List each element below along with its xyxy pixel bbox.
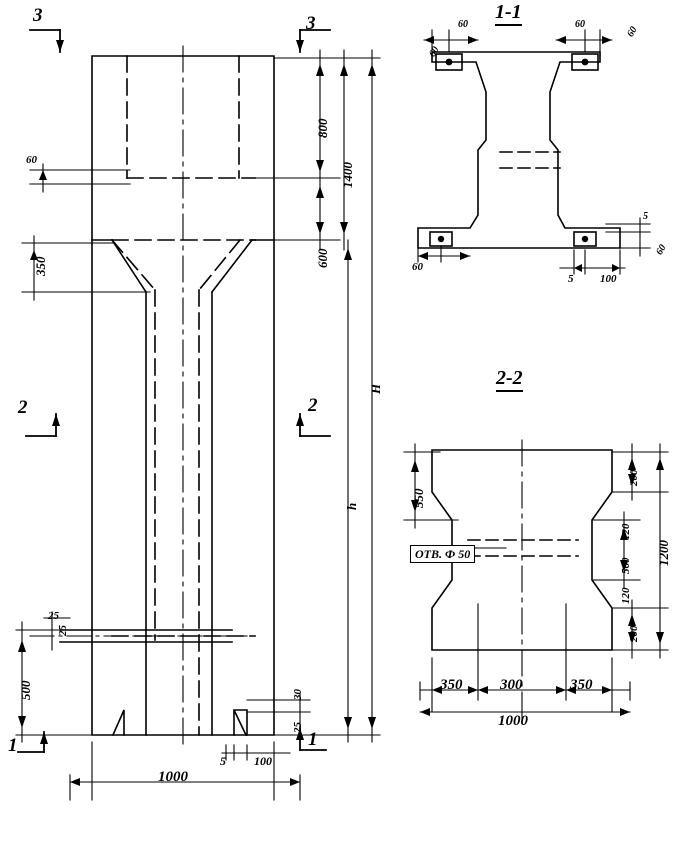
dim-5-bottom: 5: [220, 754, 226, 768]
view-mark-1-left: 1: [8, 735, 18, 756]
dim-60-top: 60: [26, 154, 37, 166]
dim-60-bl: 60: [412, 261, 423, 273]
dim-350-right: 350: [570, 677, 593, 693]
section-1-1-outline: [418, 52, 620, 248]
dim-60-tl-out: 60: [427, 44, 442, 59]
dim-30: 30: [292, 689, 304, 700]
view-mark-2-right: 2: [308, 395, 318, 416]
section-title-2-2: 2-2: [496, 367, 523, 392]
dim-60-tr-in: 60: [575, 19, 585, 30]
dim-800: 800: [315, 118, 330, 138]
dim-350-left: 350: [440, 677, 463, 693]
note-hole-diameter: ОТВ. Ф 50: [410, 545, 475, 563]
view-mark-3-left: 3: [33, 5, 43, 26]
dim-120-top: 120: [620, 523, 632, 540]
dim-350: 350: [33, 256, 48, 276]
dim-100-bottom: 100: [254, 754, 272, 768]
dim-25-b: 25: [48, 610, 59, 622]
dim-60-br: 60: [654, 242, 669, 257]
dim-1000-sect2: 1000: [498, 713, 528, 729]
dim-100-bottom-sect1: 100: [600, 273, 617, 285]
dim-1400: 1400: [340, 162, 355, 188]
section-title-1-1: 1-1: [495, 1, 522, 26]
dim-H: H: [368, 383, 383, 394]
dim-1000-elevation: 1000: [158, 769, 188, 785]
dim-h: h: [344, 502, 359, 510]
section-1-1-bolt-plates: [430, 54, 598, 246]
section-markers: [18, 30, 330, 752]
view-mark-1-right: 1: [308, 729, 318, 750]
elevation-arrowheads: [18, 64, 376, 786]
dim-1200: 1200: [656, 540, 671, 566]
dim-200-top: 200: [628, 469, 640, 486]
section-1-1-bolts: [438, 59, 589, 243]
dim-120-bot: 120: [620, 587, 632, 604]
view-mark-2-left: 2: [18, 397, 28, 418]
elevation-base-details: [113, 710, 247, 735]
dim-5-bottom-sect1: 5: [568, 273, 574, 285]
dim-25-a: 25: [57, 625, 69, 636]
dim-5-br: 5: [643, 211, 648, 222]
dim-60-tr-out: 60: [625, 24, 640, 39]
dim-500: 500: [18, 680, 33, 700]
dim-200-bot: 200: [628, 625, 640, 642]
dim-300: 300: [500, 677, 523, 693]
section-1-1-hidden-lines: [500, 152, 560, 168]
dim-25-c: 25: [292, 722, 304, 733]
dim-600: 600: [315, 248, 330, 268]
dim-560: 560: [620, 557, 632, 574]
view-mark-3-right: 3: [306, 13, 316, 34]
elevation-dimension-lines: [16, 50, 383, 800]
dim-550: 550: [411, 488, 426, 508]
dim-60-tl-in: 60: [458, 19, 468, 30]
